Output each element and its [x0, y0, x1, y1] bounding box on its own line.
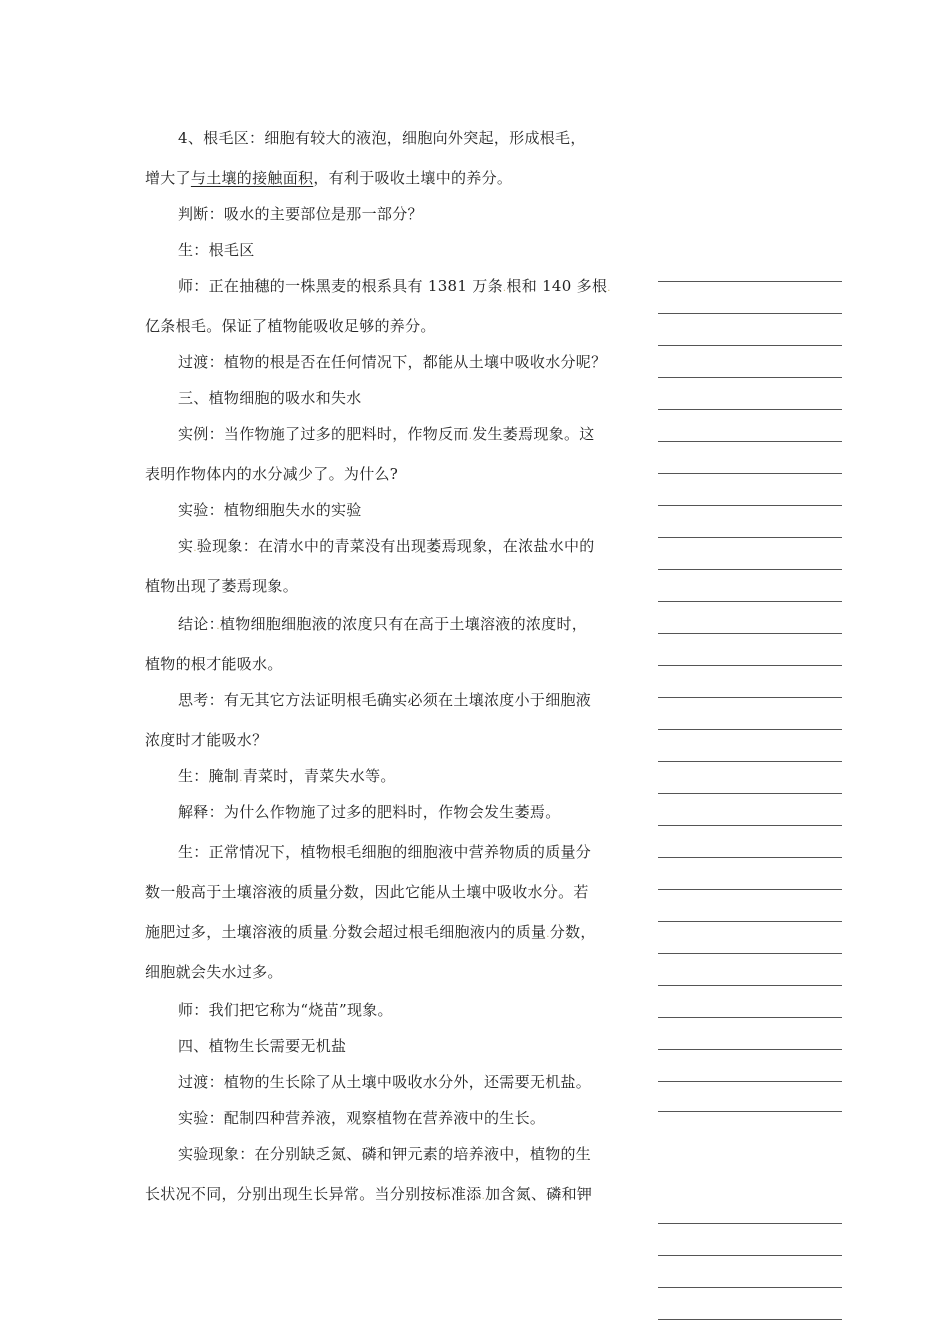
note-line — [658, 1223, 842, 1224]
section-heading-3: 三、植物细胞的吸水和失水 — [178, 389, 362, 407]
paragraph-student-3-cont3: 细胞就会失水过多。 — [145, 963, 283, 981]
note-line — [658, 1255, 842, 1256]
paragraph-phenomenon-2-cont: 长状况不同，分别出现生长异常。当分别按标准添$_\cdot$加含氮、磷和钾 — [145, 1185, 593, 1205]
note-line — [658, 409, 842, 410]
note-line — [658, 601, 842, 602]
note-line — [658, 761, 842, 762]
mark-dot: · — [216, 624, 220, 635]
note-line — [658, 953, 842, 954]
note-line — [658, 1049, 842, 1050]
note-line — [658, 825, 842, 826]
paragraph-conclusion-cont: 植物的根才能吸水。 — [145, 655, 283, 673]
paragraph-student-3: 生：正常情况下，植物根毛细胞的细胞液中营养物质的质量分 — [178, 843, 592, 861]
paragraph-experiment-1: 实验：植物细胞失水的实验 — [178, 501, 362, 519]
paragraph-experiment-2: 实验：配制四种营养液，观察植物在营养液中的生长。 — [178, 1109, 546, 1127]
paragraph-student-3-cont2: 施肥过多，土壤溶液的质量$_\cdot$分数会超过根毛细胞液内的质量$_\cdot$分数， — [145, 923, 596, 943]
note-line — [658, 537, 842, 538]
paragraph-root-hair-zone-cont: 增大了与土壤的接触面积，有利于吸收土壤中的养分。 — [145, 169, 513, 187]
paragraph-student-1: 生：根毛区 — [178, 241, 255, 259]
note-line — [658, 569, 842, 570]
paragraph-phenomenon-1: 实$_\cdot$验现象：在清水中的青菜没有出现萎焉现象，在浓盐水中的 — [178, 537, 595, 557]
note-line — [658, 1287, 842, 1288]
paragraph-example-cont: 表明作物体内的水分减少了。为什么? — [145, 465, 399, 483]
paragraph-think: 思考：有无其它方法证明根毛确实必须在土壤浓度小于细胞液 — [178, 691, 592, 709]
note-line — [658, 313, 842, 314]
note-line — [658, 377, 842, 378]
paragraph-phenomenon-1-cont: 植物出现了萎焉现象。 — [145, 577, 299, 595]
paragraph-teacher-1: 师：正在抽穗的一株黑麦的根系具有 1381 万条$_\cdot$根和 140 多根$_\cdot$ — [178, 277, 611, 297]
paragraph-teacher-1-cont: 亿条根毛。保证了植物能吸收足够的养分。 — [145, 317, 436, 335]
paragraph-student-2: 生：腌制$_\cdot$青菜时，青菜失水等。 — [178, 767, 396, 787]
paragraph-phenomenon-2: 实验现象：在分别缺乏氮、磷和钾元素的培养液中，植物的生 — [178, 1145, 592, 1163]
mark-dot: · — [502, 286, 507, 297]
note-line — [658, 729, 842, 730]
note-line — [658, 1111, 842, 1112]
note-line — [658, 697, 842, 698]
note-line — [658, 1081, 842, 1082]
mark-dot: · — [546, 932, 550, 943]
paragraph-transition-1: 过渡：植物的根是否在任何情况下，都能从土壤中吸收水分呢？ — [178, 353, 607, 371]
mark-dot: · — [607, 286, 611, 297]
note-line — [658, 665, 842, 666]
paragraph-think-cont: 浓度时才能吸水？ — [145, 731, 268, 749]
note-line — [658, 793, 842, 794]
note-line — [658, 473, 842, 474]
paragraph-root-hair-zone: 4、根毛区：细胞有较大的液泡，细胞向外突起，形成根毛， — [178, 129, 586, 147]
note-line — [658, 889, 842, 890]
note-line — [658, 1017, 842, 1018]
note-line — [658, 345, 842, 346]
note-line — [658, 441, 842, 442]
paragraph-explain: 解释：为什么作物施了过多的肥料时，作物会发生萎焉。 — [178, 803, 561, 821]
note-line — [658, 1319, 842, 1320]
note-line — [658, 281, 842, 282]
underlined-contact-area: 与土壤的接触面积 — [190, 169, 314, 187]
note-line — [658, 857, 842, 858]
paragraph-teacher-2: 师：我们把它称为“烧苗”现象。 — [178, 1001, 393, 1019]
note-line — [658, 985, 842, 986]
note-line — [658, 633, 842, 634]
paragraph-conclusion: 结论：$_\cdot$植物细胞细胞液的浓度只有在高于土壤溶液的浓度时， — [178, 615, 588, 635]
mark-dot: · — [193, 546, 197, 557]
mark-dot: · — [481, 1194, 486, 1205]
mark-dot: · — [239, 776, 243, 787]
paragraph-student-3-cont1: 数一般高于土壤溶液的质量分数，因此它能从土壤中吸收水分。若 — [145, 883, 589, 901]
paragraph-judge: 判断：吸水的主要部位是那一部分？ — [178, 205, 423, 223]
paragraph-transition-2: 过渡：植物的生长除了从土壤中吸收水分外，还需要无机盐。 — [178, 1073, 592, 1091]
mark-dot: · — [328, 932, 333, 943]
paragraph-example: 实例：当作物施了过多的肥料时，作物反而$_\cdot$发生萎焉现象。这 — [178, 425, 595, 445]
note-line — [658, 505, 842, 506]
section-heading-4: 四、植物生长需要无机盐 — [178, 1037, 347, 1055]
mark-dot: · — [468, 434, 473, 445]
note-line — [658, 921, 842, 922]
